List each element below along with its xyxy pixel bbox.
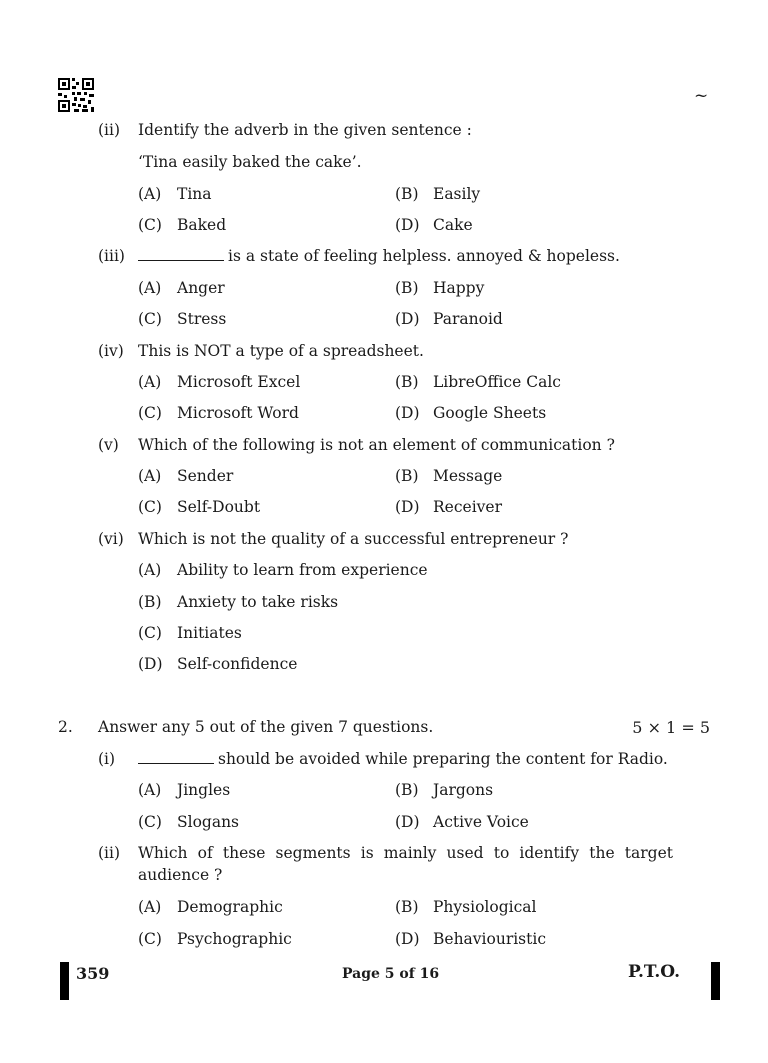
section-marks: 5 × 1 = 5 <box>632 718 710 737</box>
answer-blank <box>138 762 214 764</box>
option-label: (A) <box>138 467 162 485</box>
option-label: (A) <box>138 561 162 579</box>
question-number: (vi) <box>98 530 124 548</box>
answer-blank <box>138 259 224 261</box>
option-label: (A) <box>138 898 162 916</box>
question-text: Which of the following is not an element of communication ? <box>138 436 615 454</box>
option-label: (B) <box>395 373 419 391</box>
option-text: Physiological <box>433 898 537 916</box>
option-label: (C) <box>138 310 162 328</box>
option-label: (C) <box>138 624 162 642</box>
option-label: (B) <box>138 593 162 611</box>
question-number: (ii) <box>98 121 121 139</box>
option-label: (C) <box>138 930 162 948</box>
question-number: (ii) <box>98 844 121 862</box>
option-text: Sender <box>177 467 234 485</box>
question-text: is a state of feeling helpless. annoyed & hopeless. <box>138 247 620 265</box>
option-text: Jingles <box>177 781 231 799</box>
option-text: Demographic <box>177 898 283 916</box>
option-text: Self-Doubt <box>177 498 261 516</box>
option-text: Stress <box>177 310 227 328</box>
question-number: (v) <box>98 436 119 454</box>
option-text: Anxiety to take risks <box>177 593 339 611</box>
question-text: should be avoided while preparing the content for Radio. <box>138 750 668 768</box>
question-number: (iv) <box>98 342 124 360</box>
option-text: Message <box>433 467 503 485</box>
section-number: 2. <box>58 718 73 736</box>
question-number: (i) <box>98 750 116 768</box>
option-text: Baked <box>177 216 227 234</box>
option-label: (A) <box>138 781 162 799</box>
option-label: (D) <box>138 655 163 673</box>
option-label: (D) <box>395 310 420 328</box>
option-label: (D) <box>395 498 420 516</box>
option-text: Paranoid <box>433 310 503 328</box>
option-text: Receiver <box>433 498 502 516</box>
question-text: Which is not the quality of a successful entrepreneur ? <box>138 530 569 548</box>
option-label: (B) <box>395 467 419 485</box>
option-label: (D) <box>395 930 420 948</box>
option-label: (A) <box>138 373 162 391</box>
option-label: (A) <box>138 279 162 297</box>
option-label: (B) <box>395 781 419 799</box>
option-text: Microsoft Excel <box>177 373 301 391</box>
page-number: Page 5 of 16 <box>342 966 440 982</box>
option-label: (C) <box>138 216 162 234</box>
option-label: (D) <box>395 216 420 234</box>
option-text: Google Sheets <box>433 404 547 422</box>
option-text: Easily <box>433 185 481 203</box>
option-text: Behaviouristic <box>433 930 547 948</box>
option-text: Initiates <box>177 624 242 642</box>
option-label: (C) <box>138 813 162 831</box>
option-text: Jargons <box>433 781 494 799</box>
option-text: LibreOffice Calc <box>433 373 561 391</box>
tilde-mark: ~ <box>694 86 709 106</box>
option-text: Anger <box>177 279 225 297</box>
pto-label: P.T.O. <box>628 962 680 982</box>
qr-code-icon <box>58 78 94 112</box>
option-text: Slogans <box>177 813 240 831</box>
section-instruction: Answer any 5 out of the given 7 questions. <box>98 718 434 736</box>
option-text: Active Voice <box>433 813 529 831</box>
footer-left-bar <box>60 962 69 1000</box>
question-number: (iii) <box>98 247 125 265</box>
option-text: Psychographic <box>177 930 292 948</box>
option-text: Cake <box>433 216 473 234</box>
paper-code: 359 <box>76 964 110 983</box>
option-label: (B) <box>395 898 419 916</box>
option-label: (A) <box>138 185 162 203</box>
option-text: Microsoft Word <box>177 404 299 422</box>
option-label: (B) <box>395 185 419 203</box>
question-subtext: ‘Tina easily baked the cake’. <box>138 153 362 171</box>
footer-right-bar <box>711 962 720 1000</box>
option-text: Tina <box>177 185 212 203</box>
option-text: Happy <box>433 279 485 297</box>
option-text: Ability to learn from experience <box>177 561 428 579</box>
option-label: (C) <box>138 498 162 516</box>
option-text: Self-confidence <box>177 655 298 673</box>
option-label: (D) <box>395 813 420 831</box>
question-text: This is NOT a type of a spreadsheet. <box>138 342 424 360</box>
question-text: Which of these segments is mainly used to identify the target audience ? <box>138 844 673 884</box>
option-label: (C) <box>138 404 162 422</box>
question-text: Identify the adverb in the given sentence : <box>138 121 472 139</box>
option-label: (D) <box>395 404 420 422</box>
option-label: (B) <box>395 279 419 297</box>
